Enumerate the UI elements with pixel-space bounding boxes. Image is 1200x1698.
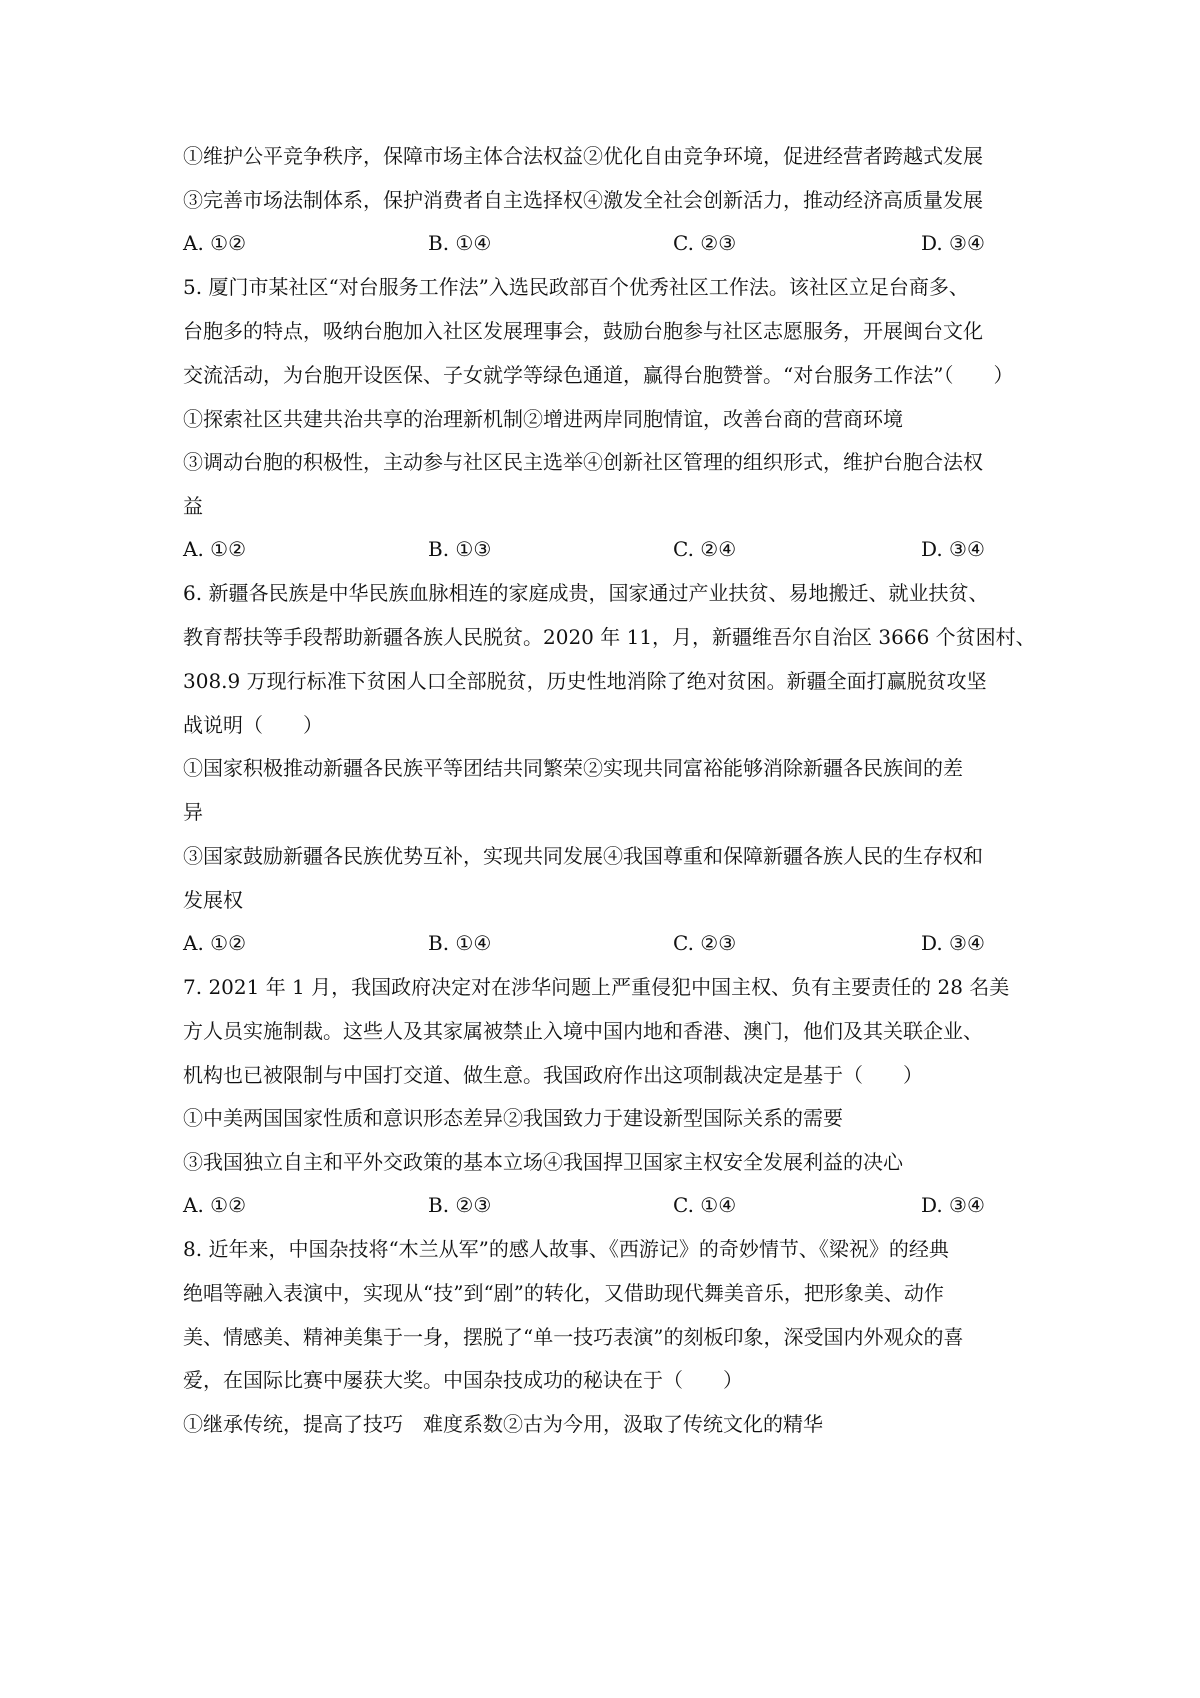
q7-option-d[interactable]: D. ③④ <box>921 1193 985 1217</box>
q4-option-c[interactable]: C. ②③ <box>673 231 737 255</box>
q7-stem-line: 方人员实施制裁。这些人及其家属被禁止入境中国内地和香港、澳门，他们及其关联企业、 <box>183 1019 983 1043</box>
q6-statement-line: 异 <box>183 800 203 824</box>
q6-option-b[interactable]: B. ①④ <box>428 931 492 955</box>
q5-statement-line: ③调动台胞的积极性，主动参与社区民主选举④创新社区管理的组织形式，维护台胞合法权 <box>183 450 983 474</box>
q8-stem-line: 8. 近年来，中国杂技将“木兰从军”的感人故事、《西游记》的奇妙情节、《梁祝》的经典 <box>183 1237 949 1261</box>
q7-statement-line: ①中美两国国家性质和意识形态差异②我国致力于建设新型国际关系的需要 <box>183 1106 843 1130</box>
q8-statement-line: ①继承传统，提高了技巧 难度系数②古为今用，汲取了传统文化的精华 <box>183 1412 823 1436</box>
q5-options <box>183 535 1043 563</box>
q4-option-a[interactable]: A. ①② <box>183 231 247 255</box>
q6-option-d[interactable]: D. ③④ <box>921 931 985 955</box>
q7-statement-line: ③我国独立自主和平外交政策的基本立场④我国捍卫国家主权安全发展利益的决心 <box>183 1150 903 1174</box>
q6-stem-line: 战说明（ ） <box>183 713 323 737</box>
q4-option-b[interactable]: B. ①④ <box>428 231 492 255</box>
q6-statement-line: ①国家积极推动新疆各民族平等团结共同繁荣②实现共同富裕能够消除新疆各民族间的差 <box>183 756 963 780</box>
q5-option-b[interactable]: B. ①③ <box>428 537 492 561</box>
q6-stem-line: 6. 新疆各民族是中华民族血脉相连的家庭成贵，国家通过产业扶贫、易地搬迁、就业扶贫、 <box>183 581 989 605</box>
q6-statement-line: 发展权 <box>183 888 243 912</box>
q6-option-a[interactable]: A. ①② <box>183 931 247 955</box>
q8-stem-line: 爱，在国际比赛中屡获大奖。中国杂技成功的秘诀在于（ ） <box>183 1368 743 1392</box>
q6-stem-line: 308.9 万现行标准下贫困人口全部脱贫，历史性地消除了绝对贫困。新疆全面打赢脱贫攻坚 <box>183 669 987 693</box>
q4-statement-line: ①维护公平竞争秩序，保障市场主体合法权益②优化自由竞争环境，促进经营者跨越式发展 <box>183 144 983 168</box>
q5-option-c[interactable]: C. ②④ <box>673 537 737 561</box>
q5-stem-line: 台胞多的特点，吸纳台胞加入社区发展理事会，鼓励台胞参与社区志愿服务，开展闽台文化 <box>183 319 983 343</box>
q8-stem-line: 绝唱等融入表演中，实现从“技”到“剧”的转化，又借助现代舞美音乐，把形象美、动作 <box>183 1281 944 1305</box>
q5-option-a[interactable]: A. ①② <box>183 537 247 561</box>
q8-stem-line: 美、情感美、精神美集于一身，摆脱了“单一技巧表演”的刻板印象，深受国内外观众的喜 <box>183 1325 964 1349</box>
q4-statement-line: ③完善市场法制体系，保护消费者自主选择权④激发全社会创新活力，推动经济高质量发展 <box>183 188 983 212</box>
q5-statement-line: ①探索社区共建共治共享的治理新机制②增进两岸同胞情谊，改善台商的营商环境 <box>183 407 903 431</box>
q7-option-c[interactable]: C. ①④ <box>673 1193 737 1217</box>
q6-options <box>183 929 1043 957</box>
q7-option-b[interactable]: B. ②③ <box>428 1193 492 1217</box>
q4-option-d[interactable]: D. ③④ <box>921 231 985 255</box>
q6-stem-line: 教育帮扶等手段帮助新疆各族人民脱贫。2020 年 11，月，新疆维吾尔自治区 3666 个贫困村、 <box>183 625 1036 649</box>
q7-stem-line: 机构也已被限制与中国打交道、做生意。我国政府作出这项制裁决定是基于（ ） <box>183 1063 923 1087</box>
q7-option-a[interactable]: A. ①② <box>183 1193 247 1217</box>
q5-stem-line: 5. 厦门市某社区“对台服务工作法”入选民政部百个优秀社区工作法。该社区立足台商多、 <box>183 275 969 299</box>
q5-statement-line: 益 <box>183 494 203 518</box>
q6-option-c[interactable]: C. ②③ <box>673 931 737 955</box>
q5-option-d[interactable]: D. ③④ <box>921 537 985 561</box>
q5-stem-line: 交流活动，为台胞开设医保、子女就学等绿色通道，赢得台胞赞誉。“对台服务工作法”（ ） <box>183 363 1014 387</box>
q7-options <box>183 1191 1043 1219</box>
q7-stem-line: 7. 2021 年 1 月，我国政府决定对在涉华问题上严重侵犯中国主权、负有主要责任的 28 名美 <box>183 975 1010 999</box>
q6-statement-line: ③国家鼓励新疆各民族优势互补，实现共同发展④我国尊重和保障新疆各族人民的生存权和 <box>183 844 983 868</box>
q4-options <box>183 229 1043 257</box>
